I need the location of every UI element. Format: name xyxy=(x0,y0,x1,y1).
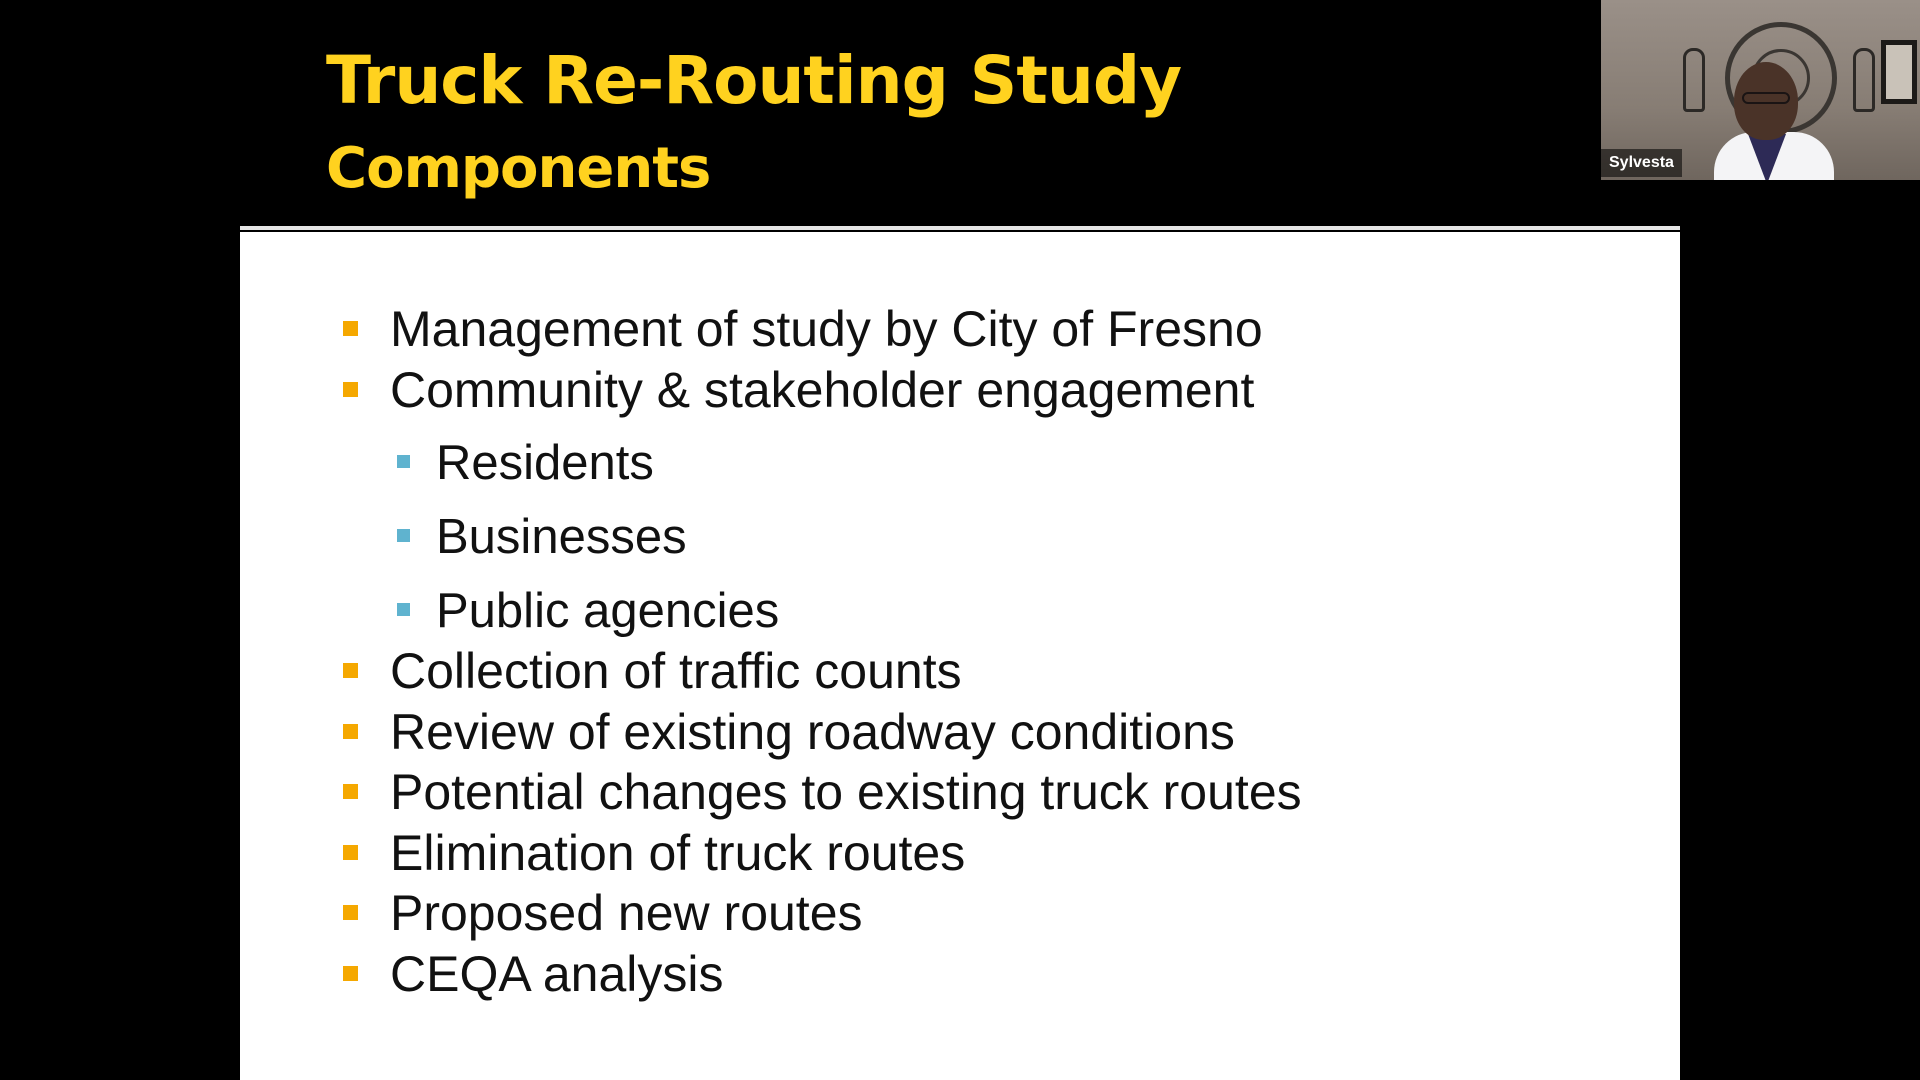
slide-body xyxy=(240,232,1680,1080)
slide-header xyxy=(240,0,1680,228)
header-divider xyxy=(240,226,1680,230)
square-sub-bullet-icon xyxy=(397,455,410,468)
sub-bullet-item xyxy=(240,431,1540,491)
bullet-item xyxy=(240,297,1540,357)
sub-bullet-text: Businesses xyxy=(436,510,687,564)
bullet-text: Elimination of truck routes xyxy=(390,825,966,881)
picture-frame-icon xyxy=(1881,40,1917,104)
participant-avatar xyxy=(1714,62,1834,180)
sub-bullet-item xyxy=(240,579,1540,639)
bullet-text: Proposed new routes xyxy=(390,885,863,941)
bullet-item xyxy=(240,821,1540,881)
square-bullet-icon xyxy=(343,784,358,799)
participant-name-label: Sylvesta xyxy=(1601,149,1682,177)
wall-sconce-icon xyxy=(1853,48,1875,112)
square-bullet-icon xyxy=(343,382,358,397)
bullet-item xyxy=(240,358,1540,418)
wall-sconce-icon xyxy=(1683,48,1705,112)
bullet-item xyxy=(240,942,1540,1002)
square-bullet-icon xyxy=(343,321,358,336)
slide-subtitle: Components xyxy=(326,136,711,201)
square-bullet-icon xyxy=(343,966,358,981)
presentation-slide xyxy=(240,0,1680,1080)
square-bullet-icon xyxy=(343,845,358,860)
bullet-item xyxy=(240,639,1540,699)
bullet-text: Community & stakeholder engagement xyxy=(390,362,1255,418)
square-bullet-icon xyxy=(343,905,358,920)
square-sub-bullet-icon xyxy=(397,603,410,616)
sub-bullet-item xyxy=(240,505,1540,565)
bullet-text: Review of existing roadway conditions xyxy=(390,704,1235,760)
participant-video-tile[interactable] xyxy=(1601,0,1920,180)
sub-bullet-text: Residents xyxy=(436,436,654,490)
glasses-icon xyxy=(1742,92,1790,104)
slide-title: Truck Re-Routing Study xyxy=(326,42,1182,119)
bullet-item xyxy=(240,881,1540,941)
bullet-text: Management of study by City of Fresno xyxy=(390,301,1263,357)
bullet-text: Potential changes to existing truck routes xyxy=(390,764,1302,820)
bullet-text: Collection of traffic counts xyxy=(390,643,962,699)
bullet-item xyxy=(240,760,1540,820)
square-bullet-icon xyxy=(343,724,358,739)
bullet-item xyxy=(240,700,1540,760)
square-bullet-icon xyxy=(343,663,358,678)
bullet-text: CEQA analysis xyxy=(390,946,724,1002)
square-sub-bullet-icon xyxy=(397,529,410,542)
sub-bullet-text: Public agencies xyxy=(436,584,780,638)
